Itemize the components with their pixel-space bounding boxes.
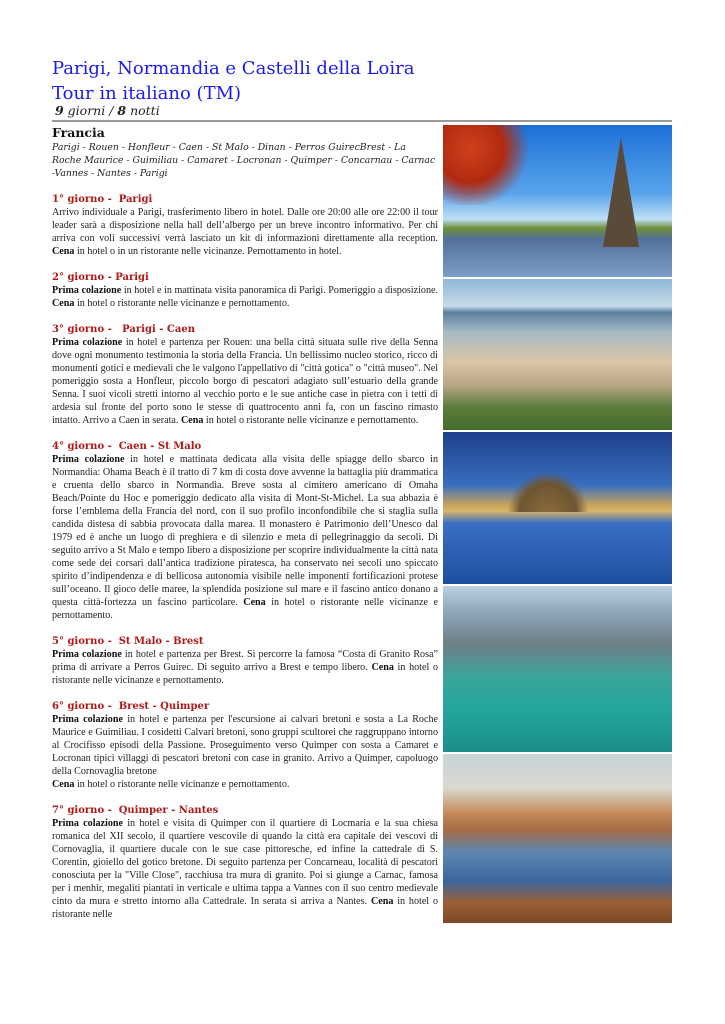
text-run: in hotel o ristorante nelle vicinanze e pernottamento. — [74, 779, 290, 790]
bold-text: Cena — [243, 597, 266, 608]
text-run: in hotel e in mattinata visita panoramica di Parigi. Pomeriggio a disposizione. — [121, 285, 438, 296]
photo-pink-granite-coast — [443, 754, 672, 923]
day-section — [52, 323, 438, 427]
title-line-1: Parigi, Normandia e Castelli della Loira — [52, 58, 415, 79]
day-heading: 3° giorno - Parigi - Caen — [52, 324, 195, 335]
day-heading: 1° giorno - Parigi — [52, 194, 153, 205]
day-description — [52, 453, 438, 622]
day-section — [52, 193, 438, 258]
text-run: in hotel e mattinata dedicata alla visita delle spiagge dello sbarco in Normandia: Ohama Beach è il tratto di 7 km di costa dove avvenne la battaglia più drammatica e cruenta dello sbarco in Normandia. Breve sosta al cimitero americano di Omaha Beach/Pointe du Hoc e pomeriggio dedicato alla visita di Mont-St-Michel. La sua abbazia è forse l’emblema della Francia del nord, con il suo profilo inconfondibile che si staglia sulla candida distesa di sabbia provocata dalla marea. Il monastero è Patrimonio dell’Unesco dal 1979 ed è anche un luogo di preghiera e di silenzio e meta di pellegrinaggio da secoli. Di seguito arrivo a St Malo e tempo libero a disposizione per scoprire individualmente la città nata come sede dei corsari dall’antica tradizione piratesca, ha conservato nei secoli uno spiccato spirito d’indipendenza e di bellicosa autonomia visibile nelle imponenti fortificazioni protese sull’oceano. Il gioco delle maree, la splendida posizione sul mare e il fascino antico donano a questa città-fortezza un fascino particolare. — [52, 454, 438, 608]
nights-count: 8 — [117, 103, 127, 118]
days-label: giorni / — [63, 103, 118, 118]
text-run: in hotel o ristorante nelle vicinanze e pernottamento. — [52, 662, 438, 686]
bold-text: Prima colazione — [52, 649, 122, 660]
day-section — [52, 700, 438, 791]
day-list — [52, 193, 438, 921]
text-run: in hotel o ristorante nelle — [52, 896, 439, 920]
duration — [55, 103, 160, 118]
day-heading: 5° giorno - St Malo - Brest — [52, 636, 204, 647]
title-line-2: Tour in italiano (TM) — [52, 83, 242, 104]
autumn-leaves — [443, 125, 533, 205]
text-run: in hotel e partenza per Rouen: una bella città situata sulle rive della Senna dove ogni monumento testimonia la storia della Francia. Un bellissimo nucleo storico, ricco di monumenti gotici e medievali che le valgono l'appellativo di "città gotica" o "città museo". Nel pomeriggio sosta a Honfleur, piccolo borgo di pescatori adagiato sull’estuario della grande Senna. I suoi vicoli stretti intorno al vecchio porto e le sue antiche case in pietra con i tetti di ardesia sul fronte del porto sono le stesse di quattrocento anni fa, con un fascino rimasto intatto. Arrivo a Caen in serata. — [52, 337, 438, 426]
divider — [52, 120, 672, 122]
day-section — [52, 271, 438, 310]
text-run: Arrivo individuale a Parigi, trasferimento libero in hotel. Dalle ore 20:00 alle ore 22:00 il tour leader sarà a disposizione nella hall dell’albergo per un breve incontro informativo. Per chi arriva con voli successivi verrà lasciato un kit di informazioni direttamente alla reception. — [52, 207, 438, 244]
day-section — [52, 635, 438, 687]
photo-normandy-coast — [443, 279, 672, 430]
bold-text: Cena — [371, 662, 394, 673]
day-description — [52, 336, 438, 427]
day-heading: 7° giorno - Quimper - Nantes — [52, 805, 219, 816]
text-run: in hotel o in un ristorante nelle vicinanze. Pernottamento in hotel. — [74, 246, 342, 257]
text-run: in hotel e partenza per l'escursione ai calvari bretoni e sosta a La Roche Maurice e Guimiliau. I cosidetti Calvari bretoni, sono gruppi scultorei che raggruppano intorno al Crocifisso episodi della Passione. Proseguimento verso Quimper con sosta a Camaret e Locronan tipici villaggi di pescatori bretoni con case in granito. Arrivo a Quimper, capoluogo della Cornovaglia bretone — [52, 714, 438, 777]
route-list: Parigi - Rouen - Honfleur - Caen - St Malo - Dinan - Perros GuirecBrest - La Roche Maurice - Guimiliau - Camaret - Locronan - Quimper - Concarnau - Carnac -Vannes - Nantes - Parigi — [52, 142, 436, 179]
day-heading: 6° giorno - Brest - Quimper — [52, 701, 210, 712]
text-run: in hotel e partenza per Brest. Si percorre la famosa “Costa di Granito Rosa” prima di arrivare a Perros Guirec. Di seguito arrivo a Brest e tempo libero. — [52, 649, 438, 673]
bold-text: Prima colazione — [52, 818, 123, 829]
day-heading: 2° giorno - Parigi — [52, 272, 149, 283]
text-run: in hotel e visita di Quimper con il quartiere di Locmaria e la sua chiesa romanica del XII secolo, il quartiere vescovile di quando la città era capitale dei vescovi di Cornovaglia, il quartiere ducale con le sue case pittoresche, ed infine la cattedrale di S. Corentin, gioiello del gotico bretone. Di seguito partenza per Concarneau, località di pescatori conosciuta per la "Ville Close", racchiusa tra mura di granito. Poi si giunge a Carnac, famosa per i menhir, megaliti piantati in verticale e ultima tappa a Vannes con il suo centro medievale cinto da mura e stretto intorno alla Cattedrale. In serata si arriva a Nantes. — [52, 818, 438, 907]
photo-mont-saint-michel — [443, 432, 672, 584]
day-description — [52, 648, 438, 687]
bold-text: Prima colazione — [52, 337, 123, 348]
nights-label: notti — [126, 103, 160, 118]
eiffel-tower — [603, 137, 639, 247]
day-description — [52, 284, 438, 310]
day-description — [52, 817, 438, 921]
bold-text: Cena — [370, 896, 394, 907]
text-run: in hotel o ristorante nelle vicinanze e pernottamento. — [203, 415, 419, 426]
day-description — [52, 713, 438, 791]
day-heading: 4° giorno - Caen - St Malo — [52, 441, 202, 452]
days-count: 9 — [55, 103, 64, 118]
text-run: in hotel o ristorante nelle vicinanze e pernottamento. — [74, 298, 290, 309]
bold-text: Prima colazione — [52, 714, 123, 725]
bold-text: Prima colazione — [52, 285, 122, 296]
photo-st-malo-aerial — [443, 586, 672, 752]
tour-title — [52, 56, 414, 106]
bold-text: Cena — [52, 298, 75, 309]
photo-column — [443, 125, 672, 925]
day-description — [52, 206, 438, 258]
mont-silhouette — [508, 472, 588, 512]
bold-text: Cena — [52, 246, 75, 257]
day-section — [52, 440, 438, 622]
bold-text: Prima colazione — [52, 454, 125, 465]
text-run: in hotel o ristorante nelle vicinanze e pernottamento. — [52, 597, 438, 621]
country-heading: Francia — [52, 125, 105, 140]
bold-text: Cena — [52, 779, 75, 790]
day-section — [52, 804, 438, 921]
photo-paris-eiffel-tower — [443, 125, 672, 277]
bold-text: Cena — [180, 415, 204, 426]
itinerary-column — [52, 125, 438, 934]
